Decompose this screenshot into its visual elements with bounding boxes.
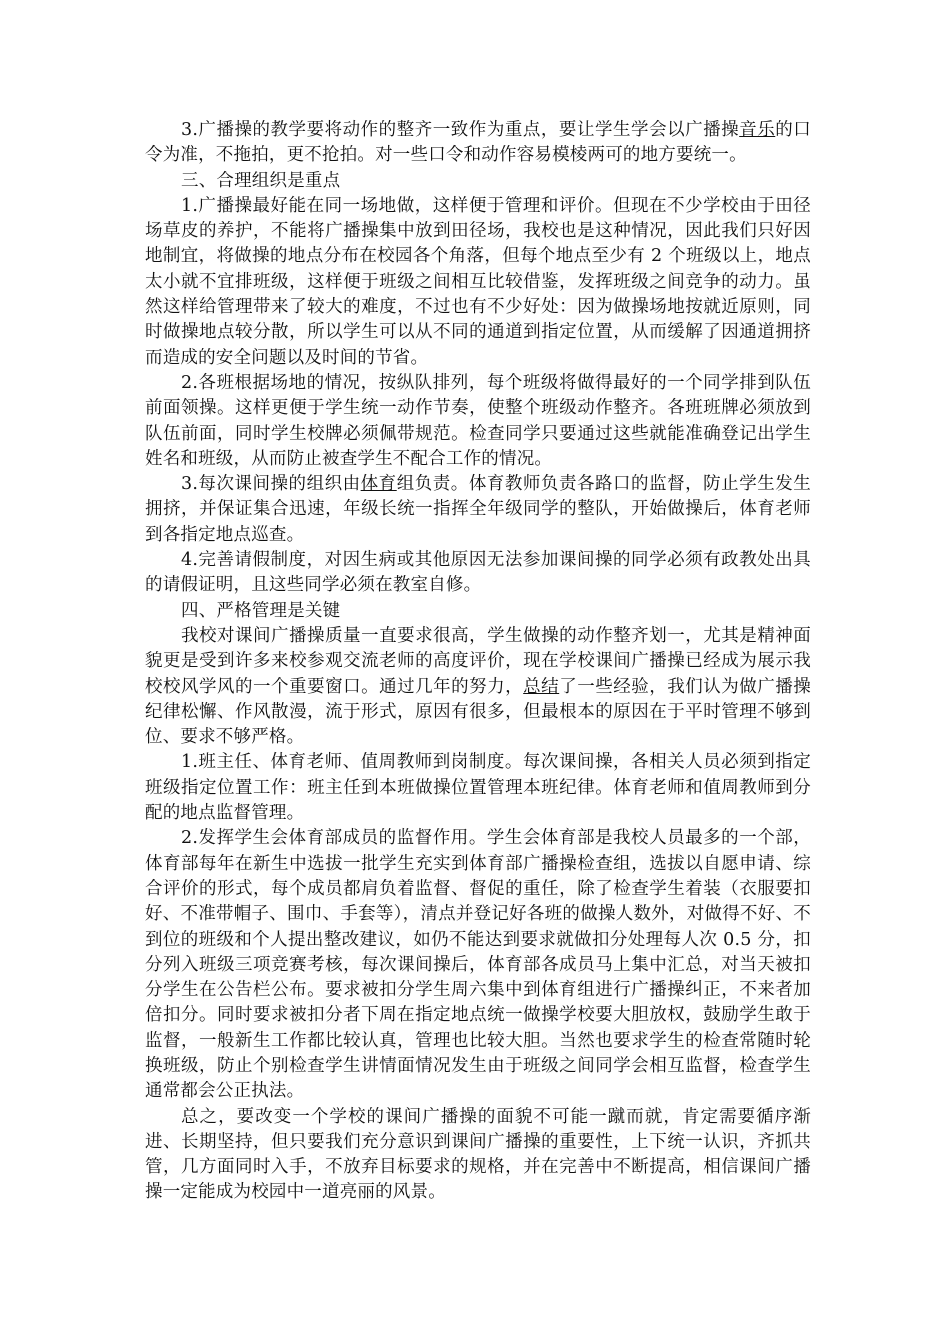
paragraph-duty-system — [145, 750, 811, 826]
paragraph-pe-group — [145, 472, 811, 548]
paragraph-formation — [145, 371, 811, 472]
heading-text: 三、合理组织是重点 — [181, 170, 341, 191]
text-run: 我校对课间广播操质量一直要求很高，学生做操的动作整齐划一，尤其是精神面貌更是受到许多来校参观交流老师的高度评价，现在学校课间广播操已经成为展示我校校风学风的一个重要窗口。通过几年的努力， — [145, 625, 811, 697]
paragraph-conclusion — [145, 1105, 811, 1206]
text-run: 1.广播操最好能在同一场地做，这样便于管理和评价。但现在不少学校由于田径场草皮的养护，不能将广播操集中放到田径场，我校也是这种情况，因此我们只好因地制宜，将做操的地点分布在校园各个角落，但每个地点至少有 2 个班级以上，地点太小就不宜排班级，这样便于班级之间相互比较借鉴，发挥班级之间竞争的动力。虽然这样给管理带来了较大的难度，不过也有不少好处：因为做操场地按就近原则，同时做操地点较分散，所以学生可以从不同的通道到指定位置，从而缓解了因通道拥挤而造成的安全问题以及时间的节省。 — [145, 195, 811, 368]
document-page — [145, 118, 811, 1206]
link-music[interactable]: 音乐 — [739, 120, 776, 140]
paragraph-student-union — [145, 826, 811, 1104]
link-summary[interactable]: 总结 — [523, 676, 560, 697]
text-run: 4.完善请假制度，对因生病或其他原因无法参加课间操的同学必须有政教处出具的请假证明，且这些同学必须在教室自修。 — [145, 550, 811, 596]
paragraph-venue — [145, 194, 811, 371]
text-run: 3.每次课间操的组织由 — [181, 474, 361, 495]
text-run: 3.广播操的教学要将动作的整齐一致作为重点，要让学生学会以广播操 — [181, 120, 740, 140]
text-run: 了一些经验，我们认为做广播操纪律松懈、作风散漫，流于形式，原因有很多，但最根本的原因在于平时管理不够到位、要求不够严格。 — [145, 676, 811, 748]
section-heading-management — [145, 599, 811, 624]
section-heading-organization — [145, 169, 811, 194]
text-run: 2.发挥学生会体育部成员的监督作用。学生会体育部是我校人员最多的一个部，体育部每年在新生中选拔一批学生充实到体育部广播操检查组，选拔以自愿申请、综合评价的形式，每个成员都肩负着监督、督促的重任，除了检查学生着装（衣服要扣好、不准带帽子、围巾、手套等），清点并登记好各班的做操人数外，对做得不好、不到位的班级和个人提出整改建议，如仍不能达到要求就做扣分处理每人次 0.5 分，扣分列入班级三项竞赛考核，每次课间操后，体育部各成员马上集中汇总，对当天被扣分学生在公告栏公布。要求被扣分学生周六集中到体育组进行广播操纠正，不来者加倍扣分。同时要求被扣分者下周在指定地点统一做操学校要大胆放权，鼓励学生敢于监督，一般新生工作都比较认真，管理也比较大胆。当然也要求学生的检查常随时轮换班级，防止个别检查学生讲情面情况发生由于班级之间同学会相互监督，检查学生通常都会公正执法。 — [145, 828, 811, 1102]
text-run: 2.各班根据场地的情况，按纵队排列，每个班级将做得最好的一个同学排到队伍前面领操。这样更便于学生统一动作节奏，使整个班级动作整齐。各班班牌必须放到队伍前面，同时学生校牌必须佩带规范。检查同学只要通过这些就能准确登记出学生姓名和班级，从而防止被查学生不配合工作的情况。 — [145, 372, 811, 469]
paragraph-music-item — [145, 118, 811, 169]
heading-text: 四、严格管理是关键 — [181, 600, 341, 621]
text-run: 总之，要改变一个学校的课间广播操的面貌不可能一蹴而就，肯定需要循序渐进、长期坚持，但只要我们充分意识到课间广播操的重要性，上下统一认识，齐抓共管，几方面同时入手，不放弃目标要求的规格，并在完善中不断提高，相信课间广播操一定能成为校园中一道亮丽的风景。 — [145, 1106, 811, 1203]
text-run: 1.班主任、体育老师、值周教师到岗制度。每次课间操，各相关人员必须到指定班级指定位置工作：班主任到本班做操位置管理本班纪律。体育老师和值周教师到分配的地点监督管理。 — [145, 752, 811, 824]
text-run: 组负责。体育教师负责各路口的监督，防止学生发生拥挤，并保证集合迅速，年级长统一指挥全年级同学的整队，开始做操后，体育老师到各指定地点巡查。 — [145, 474, 811, 545]
paragraph-intro-management — [145, 624, 811, 750]
paragraph-leave-system — [145, 548, 811, 599]
text-run: 的口令为准，不拖拍，更不抢拍。对一些口令和动作容易模棱两可的地方要统一。 — [145, 120, 811, 166]
link-pe[interactable]: 体育 — [360, 474, 397, 495]
